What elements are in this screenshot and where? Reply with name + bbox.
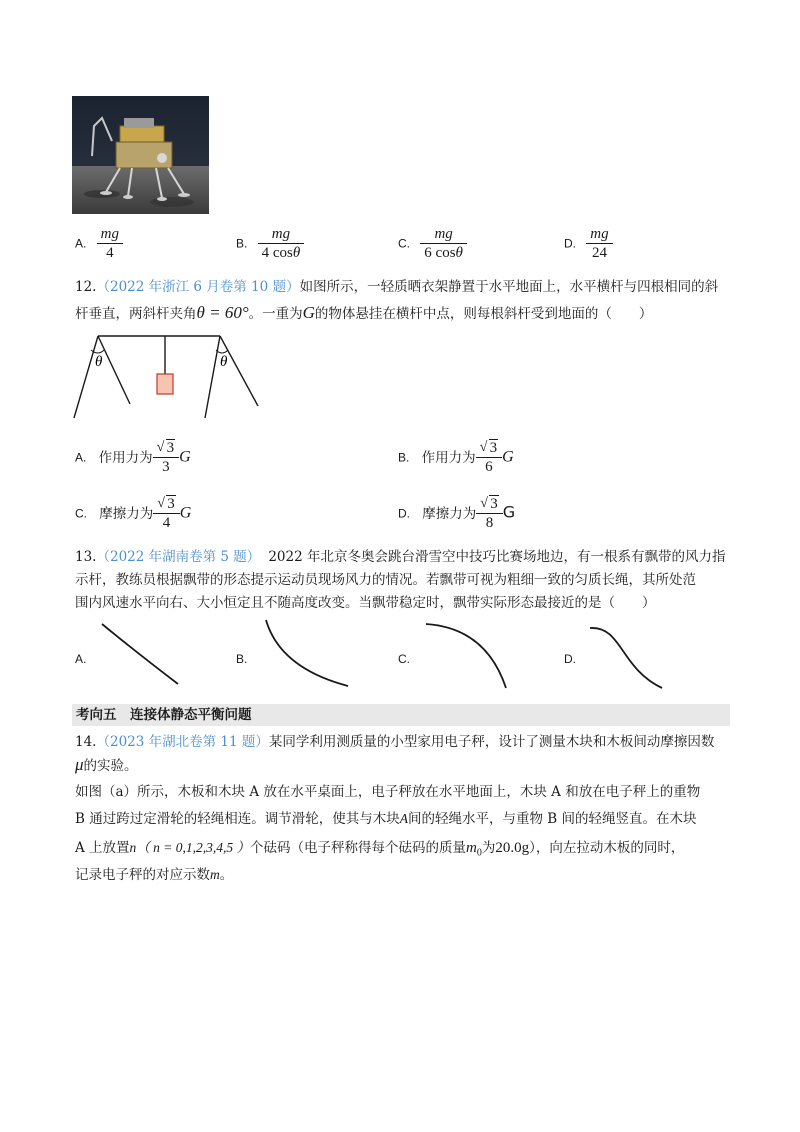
right-leg-inner — [220, 336, 258, 406]
q12-option-d[interactable]: D. 摩擦力为 √ 3 8 G — [398, 496, 516, 531]
q13-option-a-label[interactable]: A. — [75, 652, 87, 666]
q13-stem-line1: 13.（2022 年湖南卷第 5 题） 2022 年北京冬奥会跳台滑雪空中技巧比赛场地边，有一根系有飘带的风力指 — [75, 549, 726, 565]
q12-stem-line2: 杆垂直，两斜杆夹角θ = 60°。一重为G的物体悬挂在横杆中点，则每根斜杆受到地面的（ ） — [75, 303, 653, 322]
q14-stem-line5: A 上放置n（ n = 0,1,2,3,4,5 ）个砝码（电子秤称得每个砝码的质量$m_0$为20.0g），向左拉动木板的同时， — [75, 840, 685, 859]
q13-option-a-ribbon[interactable] — [96, 620, 186, 690]
q11-option-d-fraction: $\frac{mg}{24}$ — [586, 226, 612, 262]
q13-option-c-label[interactable]: C. — [398, 652, 410, 666]
q12-option-b[interactable]: B. 作用力为 √ 3 6 G — [398, 440, 514, 475]
q11-option-c-fraction: $\frac{mg}{6 \cos\theta}$ — [420, 226, 467, 262]
q13-option-c-ribbon[interactable] — [420, 618, 516, 692]
q13-stem-line3: 围内风速水平向右、大小恒定且不随高度改变。当飘带稳定时，飘带实际形态最接近的是（ ） — [75, 595, 656, 611]
q11-option-a[interactable]: A. $\frac{mg}{4}$ — [75, 226, 123, 262]
q13-option-b-ribbon[interactable] — [258, 616, 354, 692]
q13-source: （2022 年湖南卷第 5 题） — [96, 549, 261, 565]
q14-stem-line3: 如图（a）所示，木板和木块 A 放在水平桌面上，电子秤放在水平地面上，木块 A 和放在电子秤上的重物 — [75, 784, 701, 800]
q12-option-a[interactable]: A. 作用力为 √ 3 3 G — [75, 440, 191, 475]
q11-option-d[interactable]: D. $\frac{mg}{24}$ — [564, 226, 613, 262]
q11-option-a-fraction: $\frac{mg}{4}$ — [97, 226, 123, 262]
left-leg-inner — [98, 336, 130, 404]
left-leg-outer — [74, 336, 98, 418]
lunar-lander-photo — [72, 96, 209, 214]
right-leg-outer — [205, 336, 220, 418]
q14-stem-line6: 记录电子秤的对应示数m。 — [75, 867, 234, 883]
q13-option-d-ribbon[interactable] — [586, 622, 670, 694]
q14-stem-line1: 14.（2023 年湖北卷第 11 题）某同学利用测质量的小型家用电子秤，设计了测量木块和木板间动摩擦因数 — [75, 734, 715, 750]
q13-option-b-label[interactable]: B. — [236, 652, 248, 666]
hanging-weight — [157, 374, 173, 394]
q12-source: （2022 年浙江 6 月卷第 10 题） — [96, 279, 300, 295]
q13-stem-line2: 示杆，教练员根据飘带的形态提示运动员现场风力的情况。若飘带可视为粗细一致的匀质长绳，其所处范 — [75, 572, 696, 588]
q14-stem-line2: μ的实验。 — [75, 755, 138, 774]
section-header: 考向五 连接体静态平衡问题 — [72, 704, 730, 726]
q12-stem-line1: 12.（2022 年浙江 6 月卷第 10 题）如图所示，一轻质晒衣架静置于水平地面上，水平横杆与四根相同的斜 — [75, 279, 719, 295]
q14-stem-line4: B 通过跨过定滑轮的轻绳相连。调节滑轮，使其与木块A间的轻绳水平，与重物 B 间的轻绳竖直。在木块 — [75, 811, 697, 827]
right-theta-label: θ — [220, 354, 228, 370]
q11-option-b[interactable]: B. $\frac{mg}{4 \cos\theta}$ — [236, 226, 304, 262]
q11-option-c[interactable]: C. $\frac{mg}{6 \cos\theta}$ — [398, 226, 467, 262]
left-theta-label: θ — [95, 354, 103, 370]
q13-option-d-label[interactable]: D. — [564, 652, 576, 666]
q11-option-b-fraction: $\frac{mg}{4 \cos\theta}$ — [258, 226, 305, 262]
q14-source: （2023 年湖北卷第 11 题） — [96, 734, 269, 750]
q12-option-c[interactable]: C. 摩擦力为 √ 3 4 G — [75, 496, 192, 531]
q12-drying-rack-diagram — [70, 330, 270, 422]
